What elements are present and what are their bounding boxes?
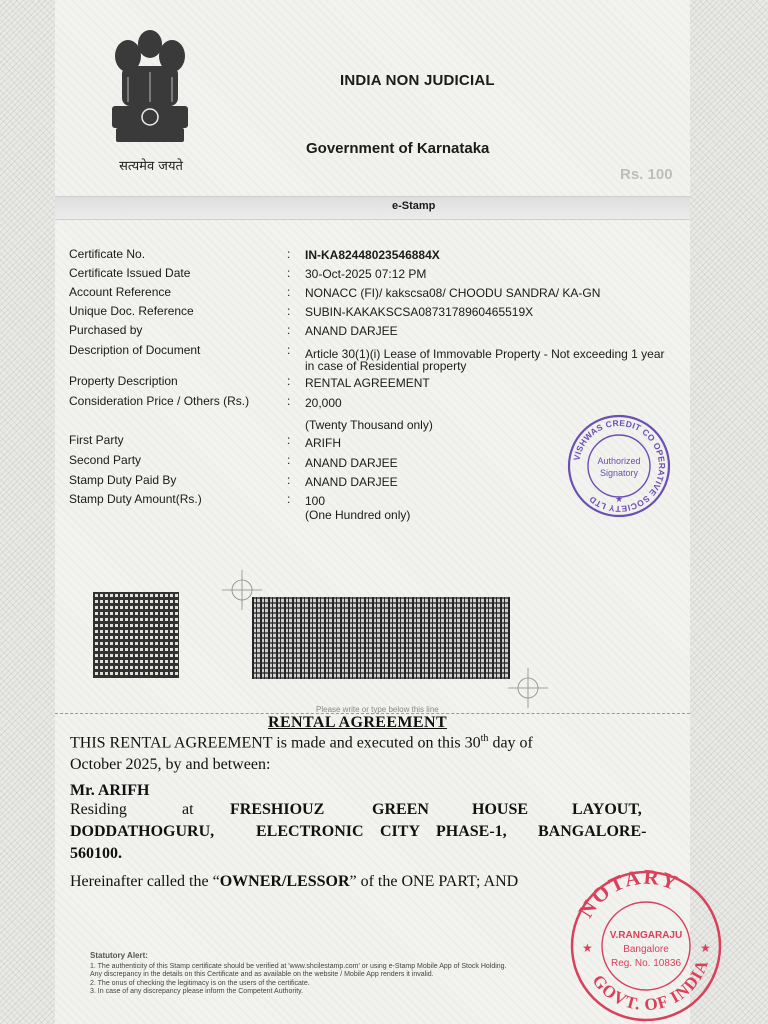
field-colon: : xyxy=(287,266,291,280)
party-name: Mr. ARIFH xyxy=(70,782,150,799)
field-label: Description of Document xyxy=(69,343,201,357)
agreement-text: Hereinafter called the “ xyxy=(70,873,220,890)
field-colon: : xyxy=(287,394,291,408)
star-icon: ★ xyxy=(614,494,624,504)
owner-lessor-term: OWNER/LESSOR xyxy=(219,873,350,890)
society-center-text-2: Signatory xyxy=(599,468,639,478)
society-seal-stamp xyxy=(565,412,673,520)
field-label: Account Reference xyxy=(69,285,172,299)
address-word: CITY xyxy=(380,823,421,840)
society-center-text-1: Authorized xyxy=(597,456,641,466)
address-word: BANGALORE- xyxy=(538,823,647,840)
field-label: Consideration Price / Others (Rs.) xyxy=(69,394,250,408)
address-word: PHASE-1, xyxy=(436,823,507,840)
statutory-line: Any discrepancy in the details on this Certificate and as available on the website / Mobile App renders it invalid. xyxy=(90,971,434,978)
field-value-unique-doc-reference: SUBIN-KAKAKSCSA0873178960465519X xyxy=(305,305,534,319)
address-word: GREEN xyxy=(372,801,429,818)
agreement-line-1 xyxy=(70,733,533,752)
write-below-note: Please write or type below this line xyxy=(316,705,439,714)
left-security-border xyxy=(0,0,55,1024)
field-colon: : xyxy=(287,304,291,318)
star-icon: ★ xyxy=(700,941,711,955)
field-value-purchased-by: ANAND DARJEE xyxy=(305,324,398,338)
field-label: Certificate No. xyxy=(69,247,146,261)
field-value-stamp-duty-amount: 100 xyxy=(305,494,326,508)
field-value-description: Article 30(1)(i) Lease of Immovable Property - Not exceeding 1 year xyxy=(305,347,665,361)
field-colon: : xyxy=(287,323,291,337)
address-word: LAYOUT, xyxy=(572,801,642,818)
field-value-first-party: ARIFH xyxy=(305,436,341,450)
hereinafter-line xyxy=(70,873,518,891)
agreement-line-2: October 2025, by and between: xyxy=(70,756,271,773)
estamp-label: e-Stamp xyxy=(392,200,436,212)
field-label: Certificate Issued Date xyxy=(69,266,191,280)
field-value-description-line2: in case of Residential property xyxy=(305,359,467,373)
denomination-watermark: Rs. 100 xyxy=(620,166,673,183)
field-label: Unique Doc. Reference xyxy=(69,304,194,318)
field-label: Stamp Duty Amount(Rs.) xyxy=(69,492,202,506)
field-value-consideration-words: (Twenty Thousand only) xyxy=(305,418,433,432)
field-value-issued-date: 30-Oct-2025 07:12 PM xyxy=(305,267,427,281)
emblem-motto: सत्यमेव जयते xyxy=(119,159,183,174)
national-emblem-icon xyxy=(98,22,202,172)
agreement-text: day of xyxy=(488,734,533,752)
field-colon: : xyxy=(287,433,291,447)
notary-bottom-text: GOVT. OF INDIA xyxy=(588,956,713,1015)
statutory-head: Statutory Alert: xyxy=(90,951,148,960)
agreement-text: THIS RENTAL AGREEMENT is made and executed on this 30 xyxy=(70,734,481,752)
svg-text:NOTARY xyxy=(573,865,682,922)
field-value-stamp-duty-paid-by: ANAND DARJEE xyxy=(305,475,398,489)
field-label: Second Party xyxy=(69,453,142,467)
notary-name: V.RANGARAJU xyxy=(609,930,683,941)
field-value-account-reference: NONACC (FI)/ kakscsa08/ CHOODU SANDRA/ KA-GN xyxy=(305,286,601,300)
field-value-second-party: ANAND DARJEE xyxy=(305,456,398,470)
notary-city: Bangalore xyxy=(623,944,669,955)
field-label: Purchased by xyxy=(69,323,143,337)
field-value-consideration: 20,000 xyxy=(305,396,342,410)
address-word: FRESHIOUZ xyxy=(230,801,325,818)
title-government: Government of Karnataka xyxy=(306,140,490,157)
field-label: First Party xyxy=(69,433,124,447)
address-word: HOUSE xyxy=(472,801,529,818)
statutory-alert xyxy=(90,952,570,997)
qr-code xyxy=(93,592,179,678)
field-colon: : xyxy=(287,473,291,487)
notary-reg: Reg. No. 10836 xyxy=(610,958,682,969)
notary-seal-stamp xyxy=(562,862,730,1024)
statutory-line: 3. In case of any discrepancy please inform the Competent Authority. xyxy=(90,988,304,995)
2d-barcode xyxy=(252,597,510,679)
estamp-band xyxy=(55,196,690,220)
society-ring-text: VISHWAS CREDIT CO OPERATIVE SOCIETY LTD xyxy=(571,417,668,515)
agreement-superscript: th xyxy=(480,733,489,744)
star-icon: ★ xyxy=(582,941,593,955)
statutory-line: 2. The onus of checking the legitimacy is on the users of the certificate. xyxy=(90,979,310,987)
registration-crosshair-icon xyxy=(508,668,548,708)
agreement-text: ” of the ONE PART; AND xyxy=(349,873,519,890)
field-value-certificate-no: IN-KA82448023546884X xyxy=(305,248,440,262)
field-colon: : xyxy=(287,343,291,357)
field-colon: : xyxy=(287,247,291,261)
address-word: DODDATHOGURU, xyxy=(70,823,215,840)
field-colon: : xyxy=(287,285,291,299)
field-value-property-description: RENTAL AGREEMENT xyxy=(305,376,430,390)
statutory-line: 1. The authenticity of this Stamp certificate should be verified at 'www.shcilestamp.com' or using e-Stamp Mobile App of Stock Holding. xyxy=(90,962,507,970)
field-label: Stamp Duty Paid By xyxy=(69,473,177,487)
field-label: Property Description xyxy=(69,374,178,388)
field-colon: : xyxy=(287,374,291,388)
residing-label: Residing xyxy=(70,801,127,818)
field-colon: : xyxy=(287,492,291,506)
notary-top-text: NOTARY xyxy=(573,864,683,923)
title-india-non-judicial: INDIA NON JUDICIAL xyxy=(340,72,495,89)
address-line-3: 560100. xyxy=(70,845,122,862)
residing-at: at xyxy=(182,801,194,818)
agreement-title: RENTAL AGREEMENT xyxy=(268,714,448,731)
address-word: ELECTRONIC xyxy=(256,823,364,840)
field-colon: : xyxy=(287,453,291,467)
field-value-stamp-duty-words: (One Hundred only) xyxy=(305,508,411,522)
